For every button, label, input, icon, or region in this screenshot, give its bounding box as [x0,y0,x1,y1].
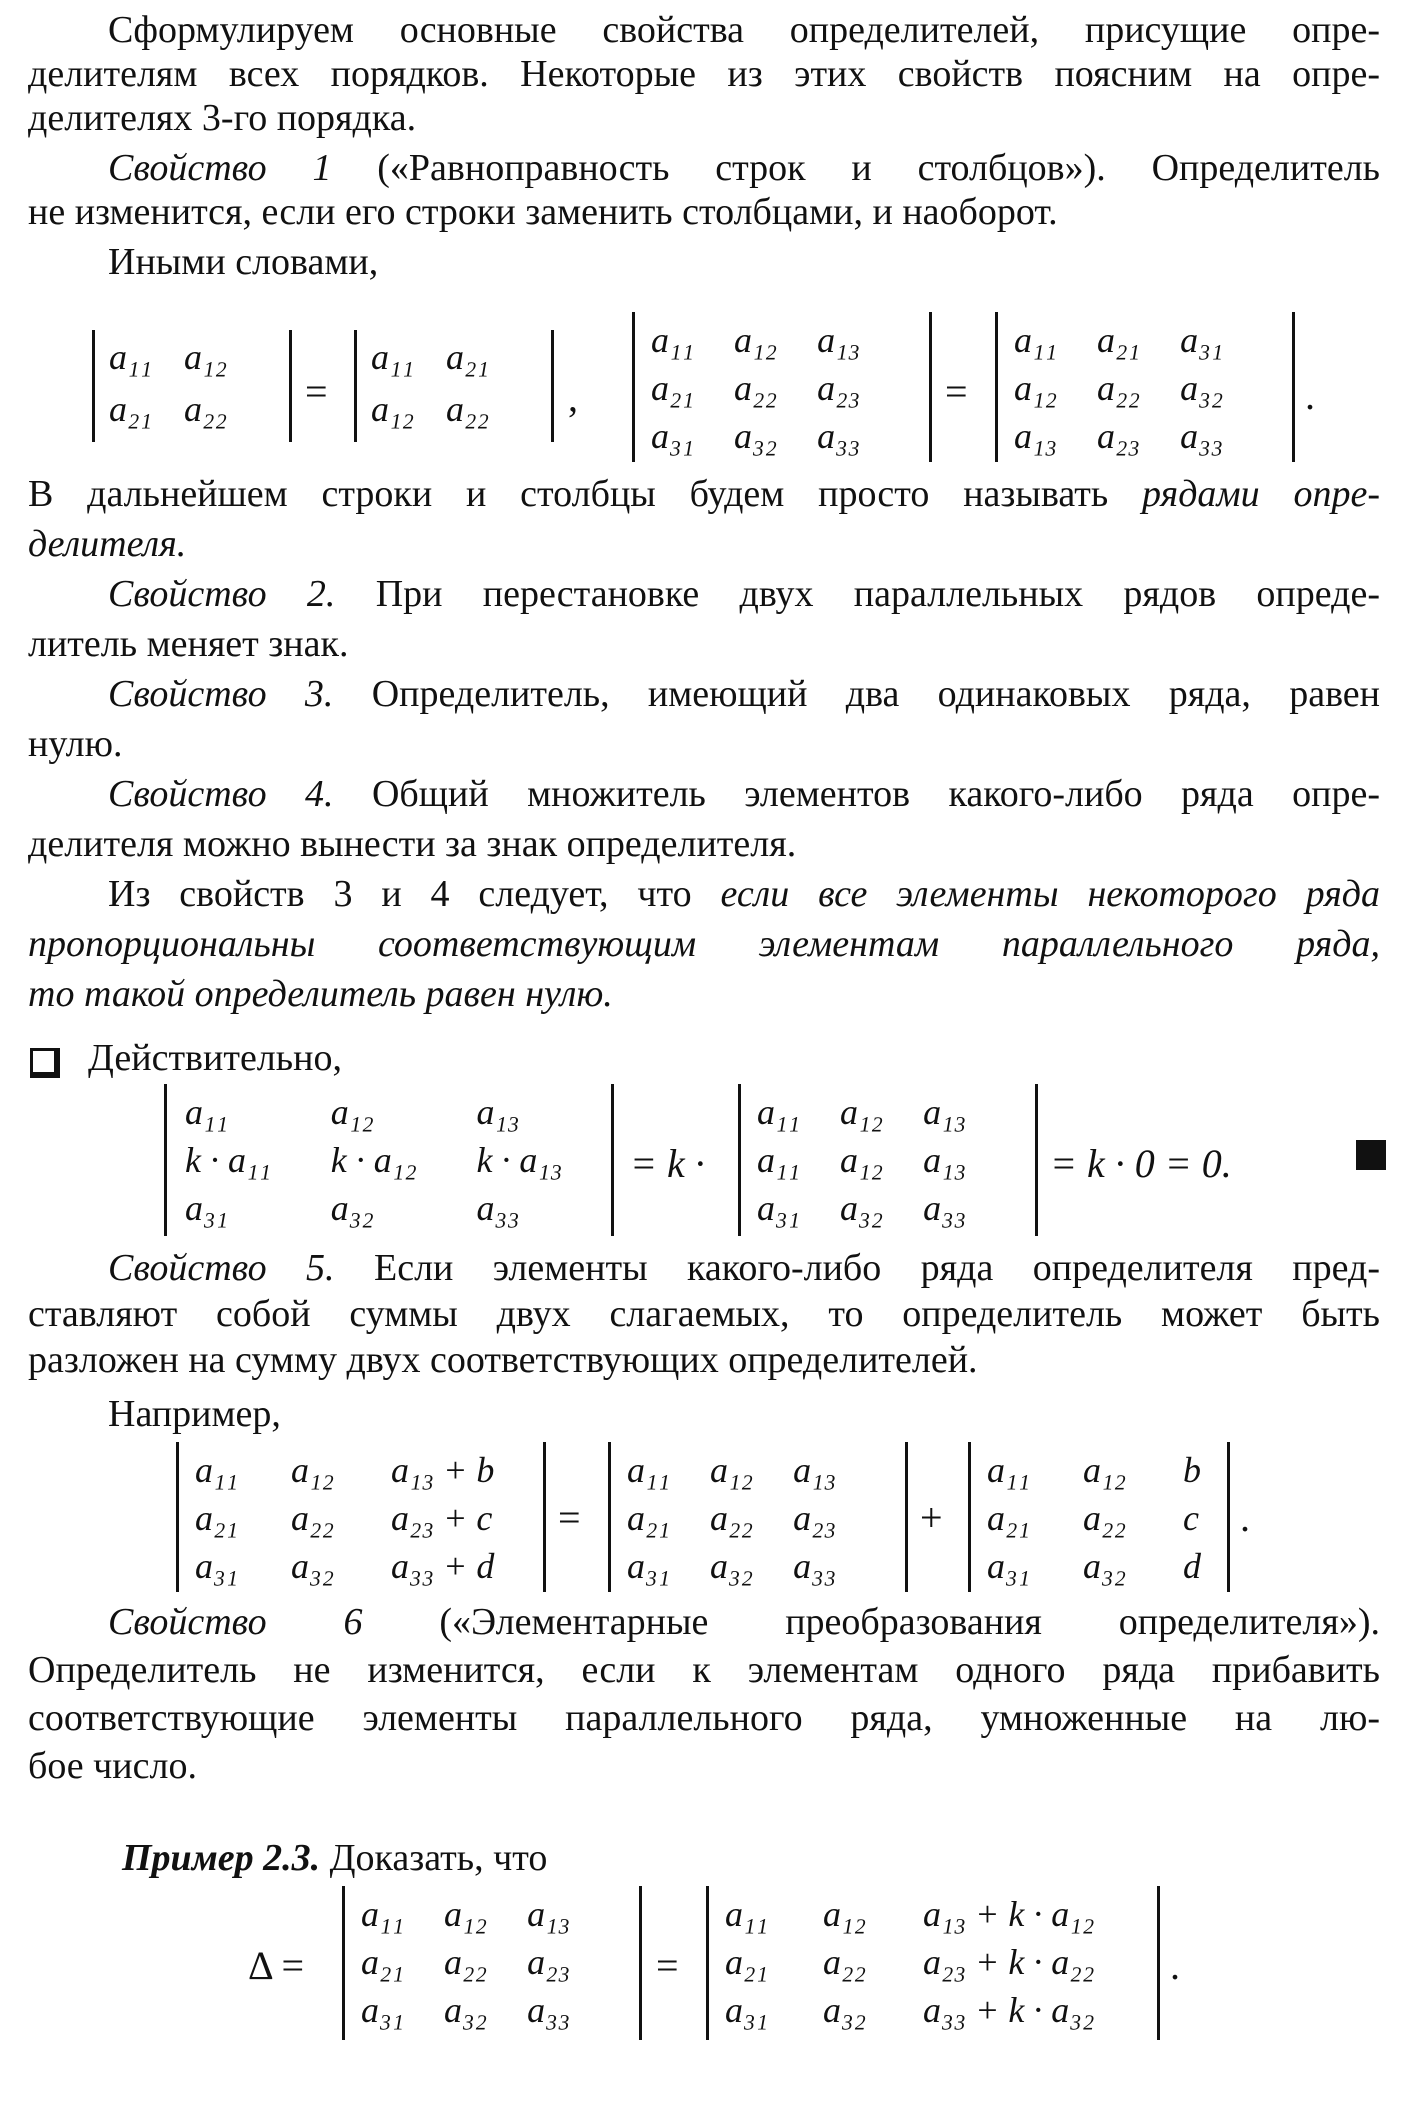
det-cell: a₁₂ [1014,368,1058,408]
example-label: Например, [108,1393,281,1435]
prop5-line-2: ставляют собой суммы двух слагаемых, то определитель может быть [28,1293,1380,1335]
intro-line-1: Сформулируем основные свойства определителей, присущие опре- [108,9,1380,51]
det-cell: a₂₃ + k · a₂₂ [923,1942,1095,1982]
det-cell: a₂₂ [823,1942,867,1982]
det-cell: a₁₂ [1083,1450,1127,1490]
period: . [1170,1943,1180,1988]
det-cell: a₃₁ [725,1990,769,2030]
det-cell: a₃₂ [710,1546,754,1586]
det-cell: a₁₁ [627,1450,671,1490]
example-heading [122,1836,1394,1880]
corollary-italic: если все элементы некоторого ряда [720,873,1380,915]
det-cell: a₁₃ [793,1450,837,1490]
det-cell: k · a₁₃ [476,1140,563,1180]
det-2x2-original [92,330,292,442]
det-cell: a₁₁ [185,1092,229,1132]
det-cell: a₁₃ [1014,416,1058,456]
det-cell: a₁₂ [371,389,415,429]
det-cell: c [1183,1498,1199,1538]
det-cell: a₃₂ [840,1188,884,1228]
prop2-text: При перестановке двух параллельных рядов опреде- [375,573,1380,615]
prop3-heading [108,672,1380,716]
corollary-lead: Из свойств 3 и 4 следует, что [108,873,721,915]
det-cell: a₂₂ [734,368,778,408]
det-cell: a₃₃ [793,1546,837,1586]
prop1-line-2: не изменится, если его строки заменить столбцами, и наоборот. [28,191,1058,233]
det-cell: a₂₁ [725,1942,769,1982]
det-cell: a₁₃ [817,320,861,360]
det-cell: a₃₃ [476,1188,520,1228]
det-cell: a₃₁ [987,1546,1031,1586]
det-cell: a₂₁ [627,1498,671,1538]
prop5-text: Если элементы какого-либо ряда определителя пред- [373,1247,1380,1289]
proof-start-icon [30,1048,60,1078]
prop6-name: Свойство 6 [108,1601,363,1643]
rows-note-line-1 [28,472,1380,516]
intro-line-2: делителям всех порядков. Некоторые из этих свойств поясним на опре- [28,53,1380,95]
prop1-heading [108,146,1380,190]
det-cell: a₁₂ [823,1894,867,1934]
prop4-heading [108,772,1380,816]
corollary-line-3: то такой определитель равен нулю. [28,973,613,1015]
det-cell: a₁₁ [987,1450,1031,1490]
det-cell: a₂₁ [109,389,153,429]
det-cell: a₃₁ [361,1990,405,2030]
corollary-line-1 [108,872,1380,916]
det-cell: a₁₃ [476,1092,520,1132]
det-cell: d [1183,1546,1201,1586]
det-cell: a₃₃ + d [391,1546,495,1586]
prop1-text: («Равноправность строк и столбцов»). Определитель [377,147,1380,189]
det-cell: a₁₂ [184,337,228,377]
det-cell: a₁₂ [291,1450,335,1490]
det-cell: k · a₁₁ [185,1140,272,1180]
det-cell: a₃₁ [185,1188,229,1228]
det-cell: a₃₃ [527,1990,571,2030]
det-cell: a₂₁ [195,1498,239,1538]
proof-end-icon [1356,1140,1386,1170]
equals-sign: = [945,369,968,414]
det-original [342,1886,642,2040]
det-3x3-original [632,312,932,462]
det-cell: a₃₃ [817,416,861,456]
det-cell: a₁₂ [330,1092,374,1132]
det-3x3-transposed [995,312,1295,462]
prop3-text: Определитель, имеющий два одинаковых ряда, равен [371,673,1380,715]
rows-note-line-2: делителя. [28,523,187,565]
det-cell: a₂₂ [1097,368,1141,408]
det-cell: a₃₃ [1180,416,1224,456]
det-cell: a₁₃ [527,1894,571,1934]
prop6-line-4: бое число. [28,1745,197,1787]
other-words: Иными словами, [108,241,379,283]
prop4-text: Общий множитель элементов какого-либо ряда опре- [371,773,1380,815]
det-cell: a₁₁ [361,1894,405,1934]
equals-sign: = [305,369,328,414]
prop5-heading [108,1246,1380,1290]
det-second-term [968,1442,1230,1592]
det-equal-rows [738,1084,1038,1236]
det-cell: a₃₂ [1083,1546,1127,1586]
det-cell: a₃₂ [823,1990,867,2030]
prop1-name: Свойство 1 [108,147,332,189]
det-cell: a₃₃ [923,1188,967,1228]
prop4-name: Свойство 4. [108,773,334,815]
det-cell: a₂₁ [1097,320,1141,360]
det-cell: a₃₂ [734,416,778,456]
det-cell: a₃₂ [330,1188,374,1228]
prop2-line-2: литель меняет знак. [28,623,349,665]
det-cell: a₃₂ [444,1990,488,2030]
rows-note-term: рядами опре- [1142,473,1380,515]
comma: , [568,375,578,420]
rows-note-text: В дальнейшем строки и столбцы будем просто называть [28,473,1143,515]
det-cell: a₃₂ [1180,368,1224,408]
det-cell: a₃₂ [291,1546,335,1586]
det-cell: a₂₃ [793,1498,837,1538]
det-cell: a₂₁ [361,1942,405,1982]
prop5-line-3: разложен на сумму двух соответствующих определителей. [28,1339,978,1381]
prop3-name: Свойство 3. [108,673,334,715]
det-cell: a₁₃ [923,1092,967,1132]
det-cell: a₂₂ [446,389,490,429]
det-cell: a₂₁ [446,337,490,377]
det-cell: a₁₂ [444,1894,488,1934]
det-2x2-transposed [354,330,554,442]
det-cell: a₂₃ + c [391,1498,493,1538]
det-cell: a₁₂ [840,1140,884,1180]
det-cell: a₃₁ [651,416,695,456]
equals-zero: = k · 0 = 0. [1050,1141,1232,1186]
det-cell: a₁₁ [1014,320,1058,360]
det-cell: a₁₁ [757,1092,801,1132]
det-cell: a₃₁ [195,1546,239,1586]
det-cell: a₃₁ [627,1546,671,1586]
intro-line-3: делителях 3-го порядка. [28,97,417,139]
prop3-line-2: нулю. [28,723,123,765]
det-cell: a₂₂ [1083,1498,1127,1538]
plus-sign: + [920,1495,943,1540]
det-proportional-rows [164,1084,614,1236]
prop5-name: Свойство 5. [108,1247,335,1289]
prop6-line-3: соответствующие элементы параллельного ряда, умноженные на лю- [28,1697,1380,1739]
example-text: Доказать, что [329,1837,548,1879]
period: . [1240,1495,1250,1540]
prop2-name: Свойство 2. [108,573,336,615]
det-cell: a₂₃ [1097,416,1141,456]
det-cell: a₁₃ [923,1140,967,1180]
det-cell: b [1183,1450,1201,1490]
prop6-heading [108,1600,1380,1644]
det-transformed [706,1886,1160,2040]
corollary-line-2: пропорциональны соответствующим элементам параллельного ряда, [28,923,1380,965]
det-cell: a₂₂ [291,1498,335,1538]
det-cell: a₂₂ [444,1942,488,1982]
det-cell: a₁₂ [710,1450,754,1490]
det-sum-column [176,1442,546,1592]
det-first-term [608,1442,908,1592]
det-cell: a₃₃ + k · a₃₂ [923,1990,1095,2030]
prop6-line-2: Определитель не изменится, если к элементам одного ряда прибавить [28,1649,1380,1691]
det-cell: a₂₁ [651,368,695,408]
prop2-heading [108,572,1380,616]
det-cell: a₁₁ [109,337,153,377]
det-cell: a₁₁ [195,1450,239,1490]
proof-label: Действительно, [88,1037,342,1079]
det-cell: a₂₃ [527,1942,571,1982]
det-cell: a₁₁ [651,320,695,360]
det-cell: a₂₂ [710,1498,754,1538]
det-cell: a₁₁ [371,337,415,377]
det-cell: a₃₁ [757,1188,801,1228]
equals-sign: = [656,1943,679,1988]
det-cell: a₁₃ + b [391,1450,495,1490]
example-title: Пример 2.3. [122,1837,321,1879]
det-cell: a₃₁ [1180,320,1224,360]
det-cell: a₁₃ + k · a₁₂ [923,1894,1095,1934]
det-cell: a₂₁ [987,1498,1031,1538]
delta-equals: Δ = [248,1943,305,1988]
det-cell: a₂₃ [817,368,861,408]
det-cell: a₁₂ [734,320,778,360]
period: . [1305,373,1315,418]
det-cell: k · a₁₂ [330,1140,417,1180]
prop6-text: («Элементарные преобразования определителя»). [439,1601,1380,1643]
equals-sign: = [558,1495,581,1540]
det-cell: a₁₂ [840,1092,884,1132]
prop4-line-2: делителя можно вынести за знак определителя. [28,823,797,865]
det-cell: a₁₁ [757,1140,801,1180]
equals-k-times: = k · [630,1141,705,1186]
det-cell: a₁₁ [725,1894,769,1934]
det-cell: a₂₂ [184,389,228,429]
